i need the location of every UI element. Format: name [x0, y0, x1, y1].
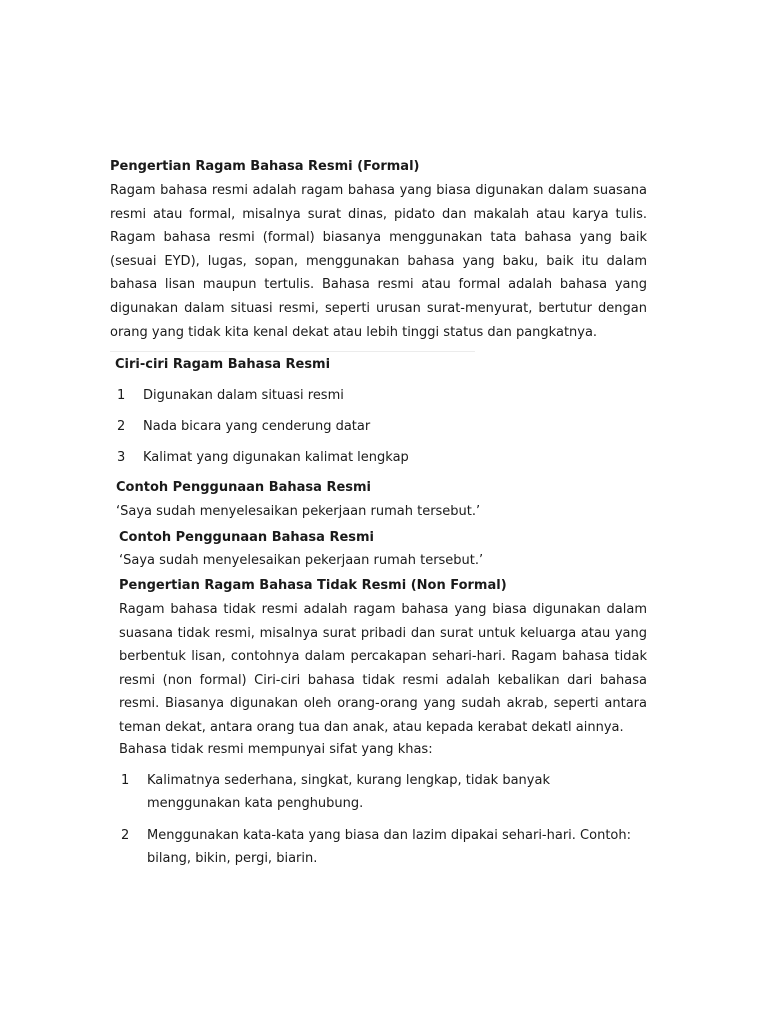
list-item	[117, 384, 637, 407]
list-number: 1	[121, 773, 130, 788]
list-text: Nada bicara yang cenderung datar	[143, 419, 371, 434]
quote-example-repeat: ‘Saya sudah menyelesaikan pekerjaan rumah tersebut.’	[119, 553, 484, 568]
heading-formal: Pengertian Ragam Bahasa Resmi (Formal)	[110, 159, 420, 174]
list-text: Digunakan dalam situasi resmi	[143, 388, 344, 403]
list-text: Kalimatnya sederhana, singkat, kurang lengkap, tidak banyak menggunakan kata penghubung.	[147, 773, 550, 811]
heading-contoh-formal-repeat: Contoh Penggunaan Bahasa Resmi	[119, 530, 375, 545]
divider	[110, 351, 475, 352]
list-item	[121, 769, 641, 815]
list-item	[117, 415, 637, 438]
list-number: 3	[117, 450, 126, 465]
quote-example: ‘Saya sudah menyelesaikan pekerjaan rumah tersebut.’	[116, 504, 481, 519]
list-number: 2	[121, 828, 130, 843]
paragraph-formal: Ragam bahasa resmi adalah ragam bahasa yang biasa digunakan dalam suasana resmi atau formal, misalnya surat dinas, pidato dan makalah atau karya tulis. Ragam bahasa resmi (formal) biasanya menggunakan tata bahasa yang baik (sesuai EYD), lugas, sopan, menggunakan bahasa yang baku, baik itu dalam bahasa lisan maupun tertulis. Bahasa resmi atau formal adalah bahasa yang digunakan dalam situasi resmi, seperti urusan surat-menyurat, bertutur dengan orang yang tidak kita kenal dekat atau lebih tinggi status dan pangkatnya.	[110, 183, 647, 340]
list-text: Menggunakan kata-kata yang biasa dan lazim dipakai sehari-hari. Contoh: bilang, bikin, pergi, biarin.	[147, 828, 631, 866]
paragraph-nonformal: Ragam bahasa tidak resmi adalah ragam bahasa yang biasa digunakan dalam suasana tidak resmi, misalnya surat pribadi dan surat untuk keluarga atau yang berbentuk lisan, contohnya dalam percakapan sehari-hari. Ragam bahasa tidak resmi (non formal) Ciri-ciri bahasa tidak resmi adalah kebalikan dari bahasa resmi. Biasanya digunakan oleh orang-orang yang sudah akrab, seperti antara teman dekat, antara orang tua dan anak, atau kepada kerabat dekatl ainnya.	[119, 602, 647, 735]
list-number: 1	[117, 388, 126, 403]
list-item	[121, 824, 641, 870]
heading-contoh-formal: Contoh Penggunaan Bahasa Resmi	[116, 480, 372, 495]
intro-sifat: Bahasa tidak resmi mempunyai sifat yang khas:	[119, 742, 433, 757]
heading-ciri-formal: Ciri-ciri Ragam Bahasa Resmi	[115, 357, 331, 372]
list-number: 2	[117, 419, 126, 434]
list-item	[117, 446, 637, 469]
heading-nonformal: Pengertian Ragam Bahasa Tidak Resmi (Non Formal)	[119, 578, 507, 593]
list-text: Kalimat yang digunakan kalimat lengkap	[143, 450, 409, 465]
